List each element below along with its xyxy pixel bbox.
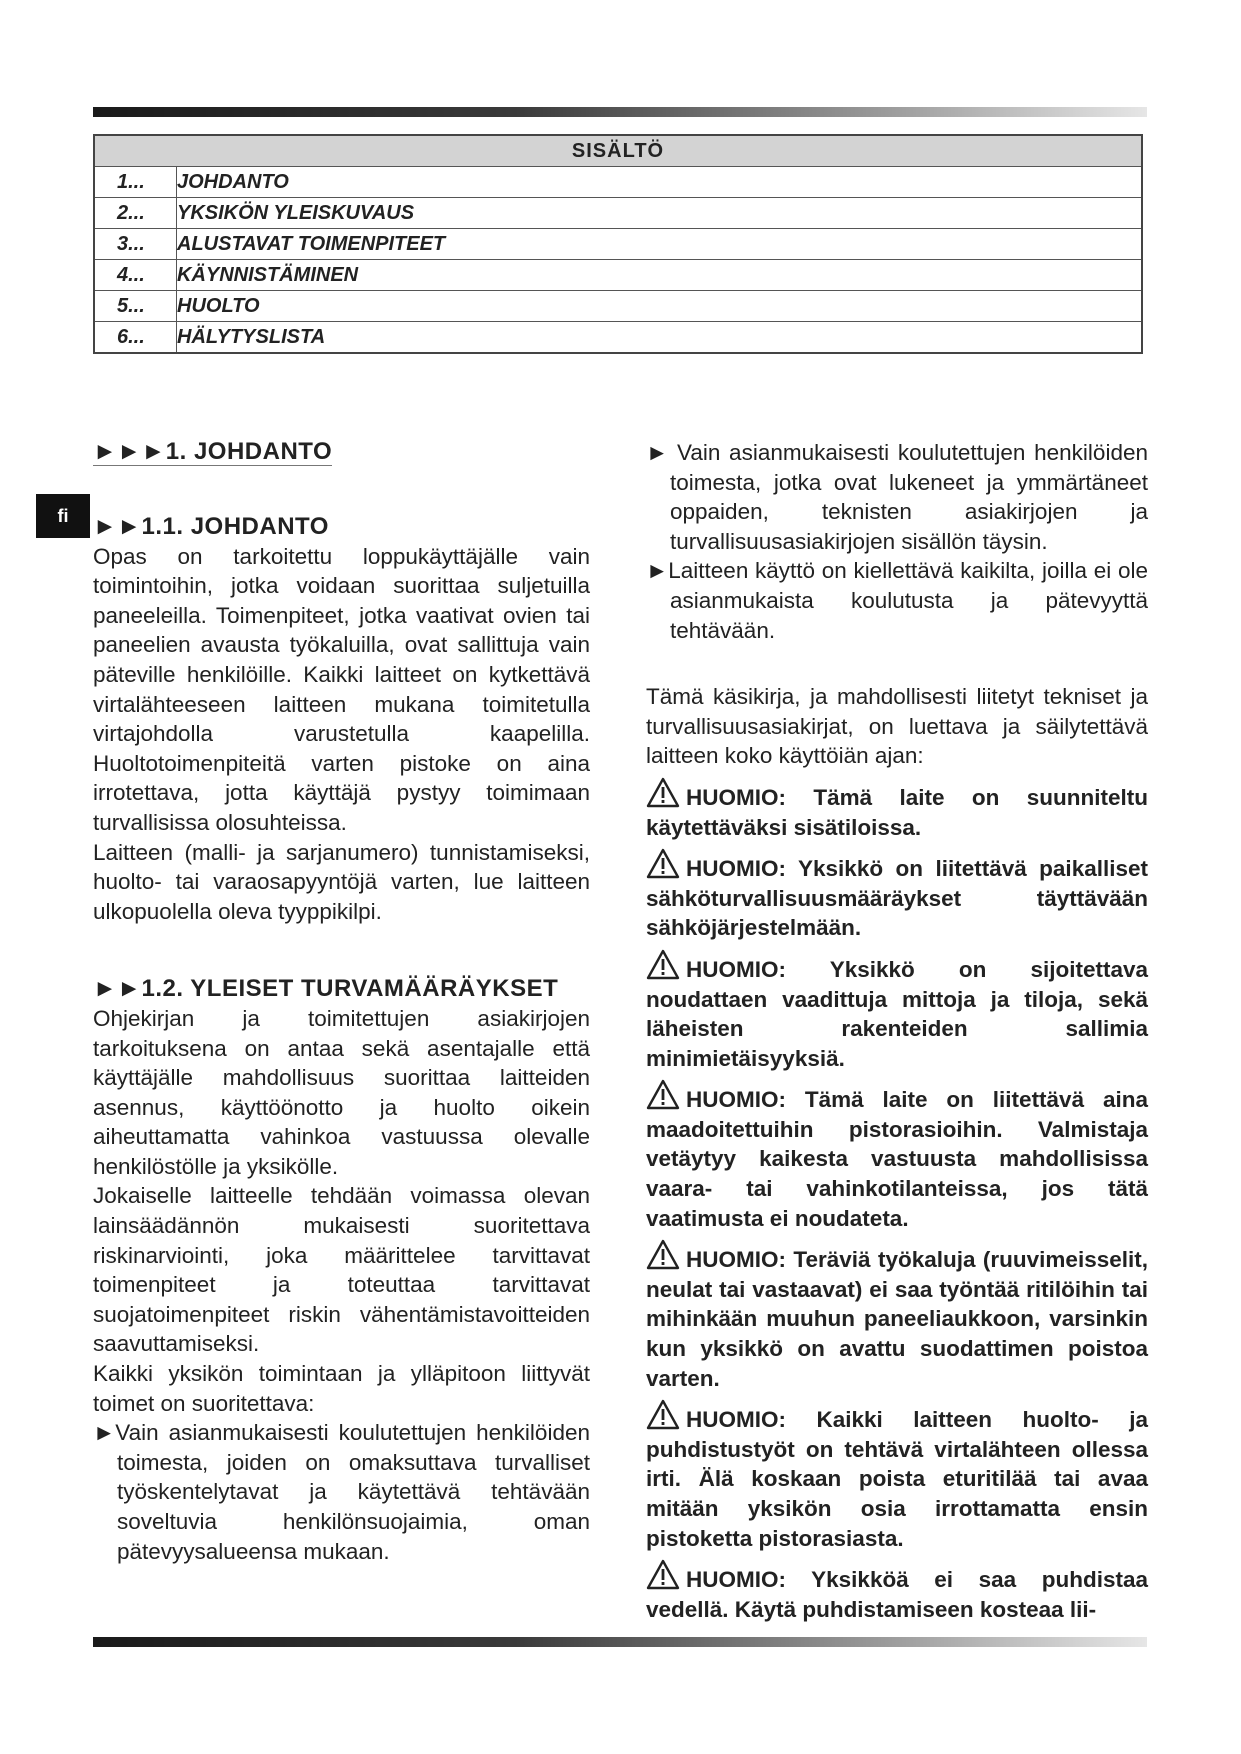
right-column [646,438,1148,1630]
table-of-contents [93,134,1143,354]
toc-number: 2... [94,198,177,229]
warning-text: HUOMIO: Tämä laite on suunniteltu käytettäväksi sisätiloissa. [646,784,1148,840]
section-heading-text: ►►►1. JOHDANTO [93,438,333,465]
bullet-item: ► Vain asianmukaisesti koulutettujen henkilöiden toimesta, jotka ovat lukeneet ja ymmärtäneet oppaiden, teknisten asiakirjojen ja turvallisuusasiakirjojen sisällön täysin. [646,440,1148,554]
subsection-heading-intro: ►►1.1. JOHDANTO [93,513,329,540]
warning-item [646,949,1148,1073]
left-column [93,438,590,1566]
toc-row[interactable] [94,229,1142,260]
toc-title: SISÄLTÖ [94,135,1142,167]
safety-paragraph-1: Ohjekirjan ja toimitettujen asiakirjojen tarkoituksena on antaa sekä asentajalle että käyttäjälle mahdollisuus suorittaa laitteiden asennus, käyttöönotto ja huolto oikein aiheuttamatta vahinkoa vastuussa olevalle henkilöstölle ja yksikölle. [93,1005,590,1179]
warning-item [646,1239,1148,1393]
toc-number: 3... [94,229,177,260]
toc-row[interactable] [94,167,1142,198]
toc-label: HUOLTO [177,291,1143,322]
toc-label: HÄLYTYSLISTA [177,322,1143,354]
warning-item [646,1559,1148,1624]
section-heading [93,438,590,466]
warning-icon [646,1239,680,1270]
warning-text: HUOMIO: Yksikkö on liitettävä paikalliset sähköturvallisuusmääräykset täyttävään sähköjärjestelmään. [646,856,1148,941]
toc-label: ALUSTAVAT TOIMENPITEET [177,229,1143,260]
manual-paragraph: Tämä käsikirja, ja mahdollisesti liitetyt tekniset ja turvallisuusasiakirjat, on luettava ja säilytettävä laitteen koko käyttöiän ajan: [646,684,1148,769]
toc-label: JOHDANTO [177,167,1143,198]
warning-icon [646,848,680,879]
warning-icon [646,949,680,980]
warning-item [646,848,1148,943]
warning-text: HUOMIO: Teräviä työkaluja (ruuvimeisselit, neulat tai vastaavat) ei saa työntää ritilöihin tai mihinkään muuhun paneeliaukkoon, varsinkin kun yksikkö on avattu suodattimen poistoa varten. [646,1247,1148,1391]
toc-label: YKSIKÖN YLEISKUVAUS [177,198,1143,229]
language-tab: fi [36,494,90,538]
warning-text: HUOMIO: Yksikkö on sijoitettava noudattaen vaadittuja mittoja ja tiloja, sekä läheisten rakenteiden sallimia minimietäisyyksiä. [646,956,1148,1071]
toc-number: 1... [94,167,177,198]
bullet-item: ►Vain asianmukaisesti koulutettujen henkilöiden toimesta, joiden on omaksuttava turvalliset työskentelytavat ja käytettävä tehtävään soveltuvia henkilönsuojaimia, oman pätevyysalueensa mukaan. [93,1420,590,1564]
warning-text: HUOMIO: Kaikki laitteen huolto- ja puhdistustyöt on tehtävä virtalähteen ollessa irti. Älä koskaan poista eturitilää tai avaa mitään yksikön osia irrottamatta ensin pistoketta pistorasiasta. [646,1407,1148,1551]
toc-row[interactable] [94,291,1142,322]
warning-text: HUOMIO: Tämä laite on liitettävä aina maadoitettuihin pistorasioihin. Valmistaja vetäytyy kaikesta vastuusta mahdollisissa vaara- tai vahinkotilanteissa, jos tätä vaatimusta ei noudateta. [646,1087,1148,1231]
toc-row[interactable] [94,322,1142,354]
toc-number: 5... [94,291,177,322]
warning-item [646,777,1148,842]
warning-icon [646,1079,680,1110]
top-rule [93,107,1147,117]
toc-number: 6... [94,322,177,354]
toc-number: 4... [94,260,177,291]
safety-paragraph-2: Jokaiselle laitteelle tehdään voimassa olevan lainsäädännön mukaisesti suoritettava riskinarviointi, joka määrittelee tarvittavat toimenpiteet ja toteuttaa tarvittavat suojatoimenpiteet riskin vähentämistavoitteiden saavuttamiseksi. [93,1183,590,1357]
toc-label: KÄYNNISTÄMINEN [177,260,1143,291]
warning-item [646,1079,1148,1233]
warning-icon [646,1399,680,1430]
toc-row[interactable] [94,198,1142,229]
warning-item [646,1399,1148,1553]
warning-text: HUOMIO: Yksikköä ei saa puhdistaa vedellä. Käytä puhdistamiseen kosteaa lii- [646,1567,1148,1622]
subsection-heading-safety: ►►1.2. YLEISET TURVAMÄÄRÄYKSET [93,975,559,1003]
intro-paragraph: Opas on tarkoitettu loppukäyttäjälle vain toimintoihin, jotka voidaan suorittaa suljetuilla paneeleilla. Toimenpiteet, jotka vaativat ovien tai paneelien avausta työkaluilla, ovat sallittuja vain päteville henkilöille. Kaikki laitteet on kytkettävä virtalähteeseen laitteen mukana toimitetulla virtajohdolla varustetulla kaapelilla. Huoltotoimenpiteitä varten pistoke on aina irrotettava, jotta käyttäjä pystyy toimimaan turvallisissa olosuhteissa. [93,543,590,835]
warning-icon [646,777,680,808]
toc-row[interactable] [94,260,1142,291]
bottom-rule [93,1637,1147,1647]
nameplate-paragraph: Laitteen (malli- ja sarjanumero) tunnistamiseksi, huolto- tai varaosapyyntöjä varten, lue laitteen ulkopuolella oleva tyyppikilpi. [93,839,590,924]
safety-paragraph-3: Kaikki yksikön toimintaan ja ylläpitoon liittyvät toimet on suoritettava: [93,1361,590,1416]
bullet-item: ►Laitteen käyttö on kiellettävä kaikilta, joilla ei ole asianmukaista koulutusta ja pätevyyttä tehtävään. [646,558,1148,643]
warning-icon [646,1559,680,1590]
